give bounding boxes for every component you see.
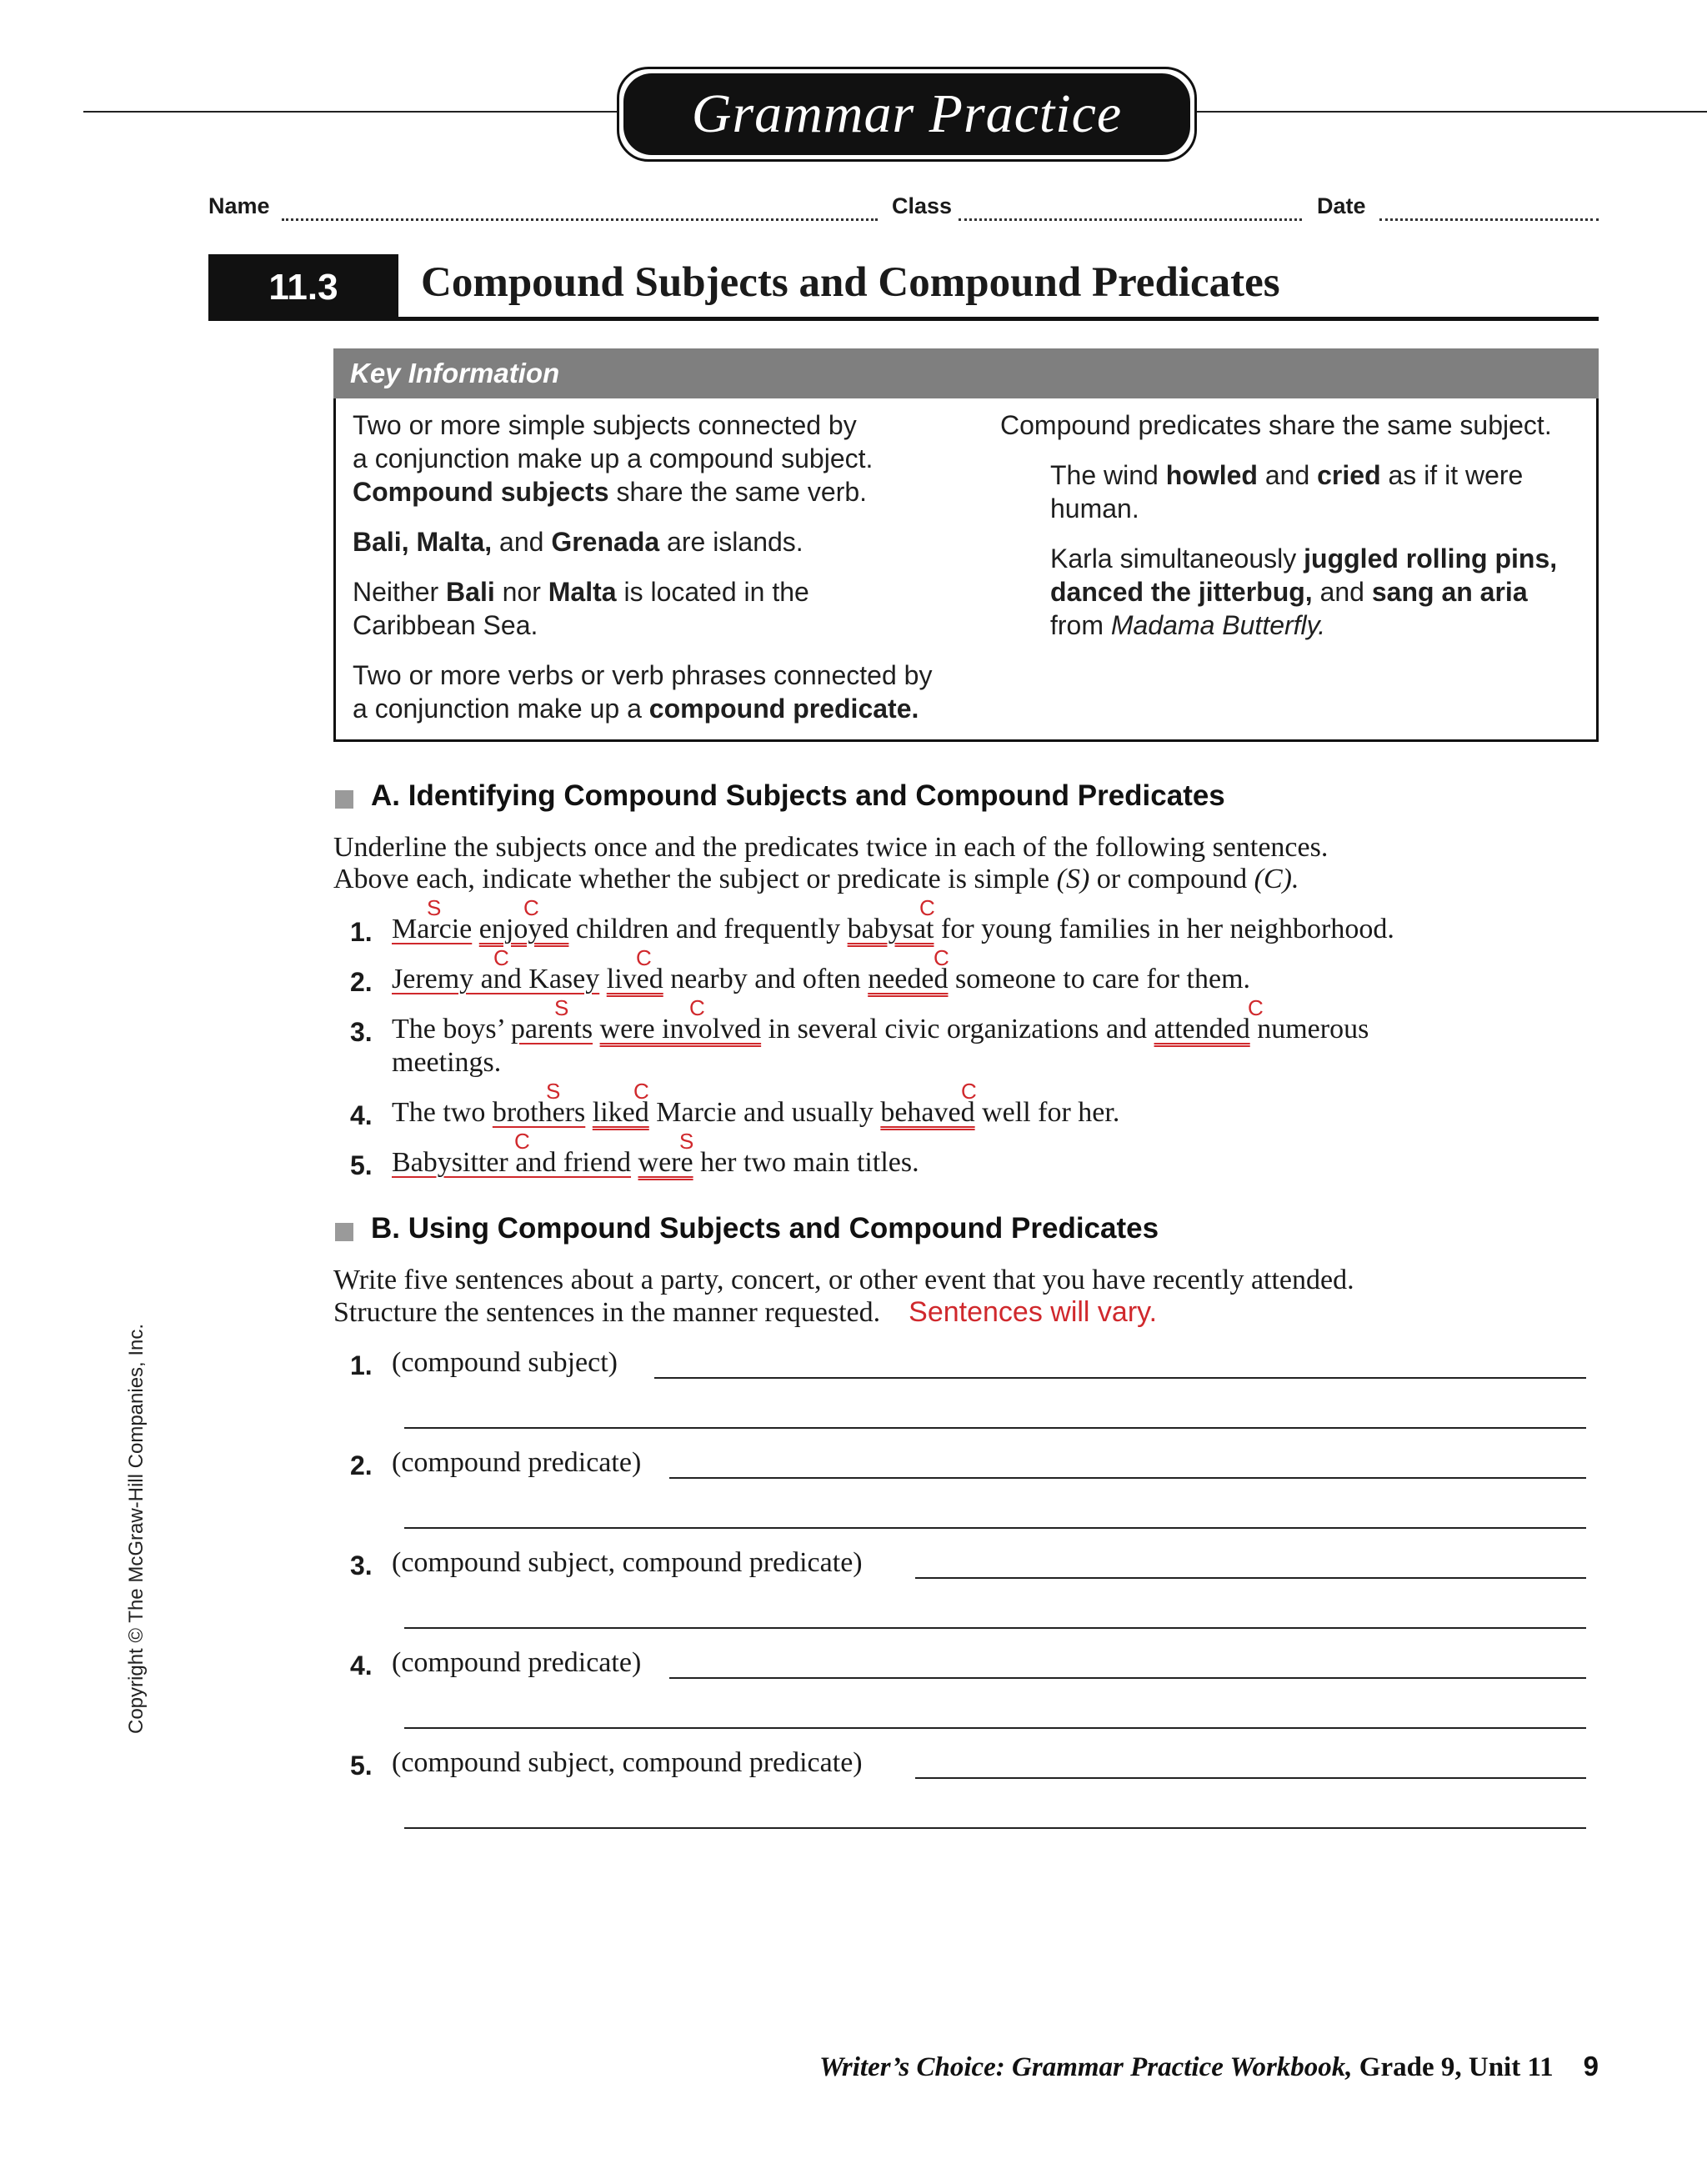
answer-line[interactable] [404, 1827, 1586, 1829]
key-text-line: Compound predicates share the same subject. [1000, 410, 1552, 440]
item-number: 4. [350, 1651, 373, 1681]
item-number: 4. [350, 1100, 373, 1130]
sentence-1: Marcie enjoyed children and frequently babysat for young families in her neighborhood. [392, 914, 1394, 944]
answer-line[interactable] [404, 1527, 1586, 1529]
subject-underline: parents [510, 1014, 593, 1044]
predicate-underline: babysat [847, 914, 934, 944]
answer-line[interactable] [915, 1777, 1586, 1779]
page-number: 9 [1583, 2051, 1599, 2081]
sentence-3: The boys’ parents were involved in several civic organizations and attended numerous [392, 1014, 1369, 1044]
mark-c: C [523, 895, 539, 920]
class-field[interactable] [959, 193, 1302, 221]
item-number: 3. [350, 1017, 373, 1047]
footer-grade-unit: Grade 9, Unit 11 [1352, 2052, 1554, 2082]
mark-s: S [554, 995, 569, 1020]
answer-line[interactable] [404, 1727, 1586, 1729]
mark-c: C [934, 945, 949, 970]
item-label: (compound predicate) [392, 1647, 642, 1678]
predicate-underline: were [638, 1147, 693, 1178]
predicate-underline: needed [868, 964, 949, 994]
key-text-line: from Madama Butterfly. [1050, 610, 1326, 640]
predicate-underline: enjoyed [478, 914, 569, 944]
section-number: 11.3 [208, 254, 398, 321]
footer-book-title: Writer’s Choice: Grammar Practice Workbook, [819, 2052, 1353, 2082]
key-text-line: Caribbean Sea. [353, 610, 538, 640]
instruction-line: Above each, indicate whether the subject or predicate is simple (S) or compound (C). [333, 864, 1299, 894]
mark-c: C [919, 895, 935, 920]
class-label: Class [892, 193, 953, 218]
key-info-right [1000, 408, 1584, 642]
key-text-line: danced the jitterbug, and sang an aria [1050, 577, 1528, 607]
mark-s: S [679, 1129, 694, 1154]
key-info-heading [333, 348, 1599, 398]
item-label: (compound predicate) [392, 1447, 642, 1478]
predicate-underline: liked [592, 1097, 649, 1128]
item-number: 5. [350, 1150, 373, 1180]
part-a-instructions [333, 832, 1328, 895]
page-title: Grammar Practice [623, 73, 1190, 155]
mark-s: S [427, 895, 442, 920]
key-example: Bali, Malta, and Grenada are islands. [353, 527, 803, 557]
date-label: Date [1317, 193, 1366, 218]
key-example: Karla simultaneously juggled rolling pins, [1050, 543, 1558, 574]
item-number: 1. [350, 917, 373, 947]
predicate-underline: lived [606, 964, 663, 994]
mark-c: C [961, 1079, 977, 1104]
answer-line[interactable] [915, 1577, 1586, 1579]
key-text-line: Compound subjects share the same verb. [353, 477, 868, 507]
key-info-heading-text: Key Information [350, 358, 560, 388]
predicate-underline: attended [1154, 1014, 1250, 1044]
mark-c: C [514, 1129, 530, 1154]
key-text-line: Two or more simple subjects connected by [353, 410, 857, 440]
item-number: 2. [350, 1450, 373, 1480]
mark-c: C [633, 1079, 649, 1104]
sentence-2: Jeremy and Kasey lived nearby and often needed someone to care for them. [392, 964, 1251, 994]
sentence-4: The two brothers liked Marcie and usually behaved well for her. [392, 1097, 1120, 1128]
answer-line[interactable] [654, 1377, 1586, 1379]
item-number: 3. [350, 1550, 373, 1580]
sentence-5: Babysitter and friend were her two main titles. [392, 1147, 919, 1178]
instruction-line: Structure the sentences in the manner requested. Sentences will vary. [333, 1296, 1158, 1328]
key-text-line: a conjunction make up a compound subject. [353, 443, 874, 473]
section-title: Compound Subjects and Compound Predicates [421, 259, 1280, 306]
key-text-line: human. [1050, 493, 1139, 523]
sentence-3-continued: meetings. [392, 1047, 502, 1078]
key-text-line: Two or more verbs or verb phrases connected by [353, 660, 933, 690]
subject-underline: Marcie [392, 914, 473, 944]
mark-s: S [546, 1079, 561, 1104]
item-label: (compound subject, compound predicate) [392, 1547, 863, 1578]
part-b-instructions [333, 1265, 1354, 1329]
date-field[interactable] [1379, 193, 1599, 221]
mark-c: C [493, 945, 509, 970]
key-example: The wind howled and cried as if it were [1050, 460, 1524, 490]
mark-c: C [1248, 995, 1264, 1020]
bullet-square-icon [335, 1223, 353, 1241]
key-text-line: a conjunction make up a compound predicate. [353, 694, 919, 724]
name-field[interactable] [282, 193, 878, 221]
key-info-left [353, 408, 936, 725]
mark-c: C [636, 945, 652, 970]
copyright-notice: Copyright © The McGraw-Hill Companies, Inc. [125, 1323, 148, 1734]
answer-line[interactable] [404, 1627, 1586, 1629]
bullet-square-icon [335, 790, 353, 809]
item-number: 1. [350, 1350, 373, 1380]
part-a-heading: A. Identifying Compound Subjects and Compound Predicates [371, 779, 1225, 812]
name-label: Name [208, 193, 270, 218]
instruction-line: Write five sentences about a party, concert, or other event that you have recently attended. [333, 1265, 1354, 1295]
section-rule [398, 317, 1599, 321]
subject-underline: brothers [492, 1097, 586, 1128]
answer-line[interactable] [669, 1477, 1586, 1479]
footer [819, 2051, 1599, 2083]
key-example: Neither Bali nor Malta is located in the [353, 577, 809, 607]
item-number: 2. [350, 967, 373, 997]
predicate-underline: were involved [599, 1014, 762, 1044]
answer-note: Sentences will vary. [909, 1296, 1158, 1328]
item-number: 5. [350, 1751, 373, 1781]
mark-c: C [689, 995, 705, 1020]
predicate-underline: behaved [880, 1097, 975, 1128]
answer-line[interactable] [404, 1427, 1586, 1429]
item-label: (compound subject, compound predicate) [392, 1747, 863, 1778]
subject-underline: Babysitter and friend [392, 1147, 632, 1178]
part-b-heading: B. Using Compound Subjects and Compound Predicates [371, 1212, 1159, 1245]
subject-underline: Jeremy and Kasey [392, 964, 600, 994]
answer-line[interactable] [669, 1677, 1586, 1679]
item-label: (compound subject) [392, 1347, 618, 1378]
instruction-line: Underline the subjects once and the predicates twice in each of the following sentences. [333, 832, 1329, 863]
